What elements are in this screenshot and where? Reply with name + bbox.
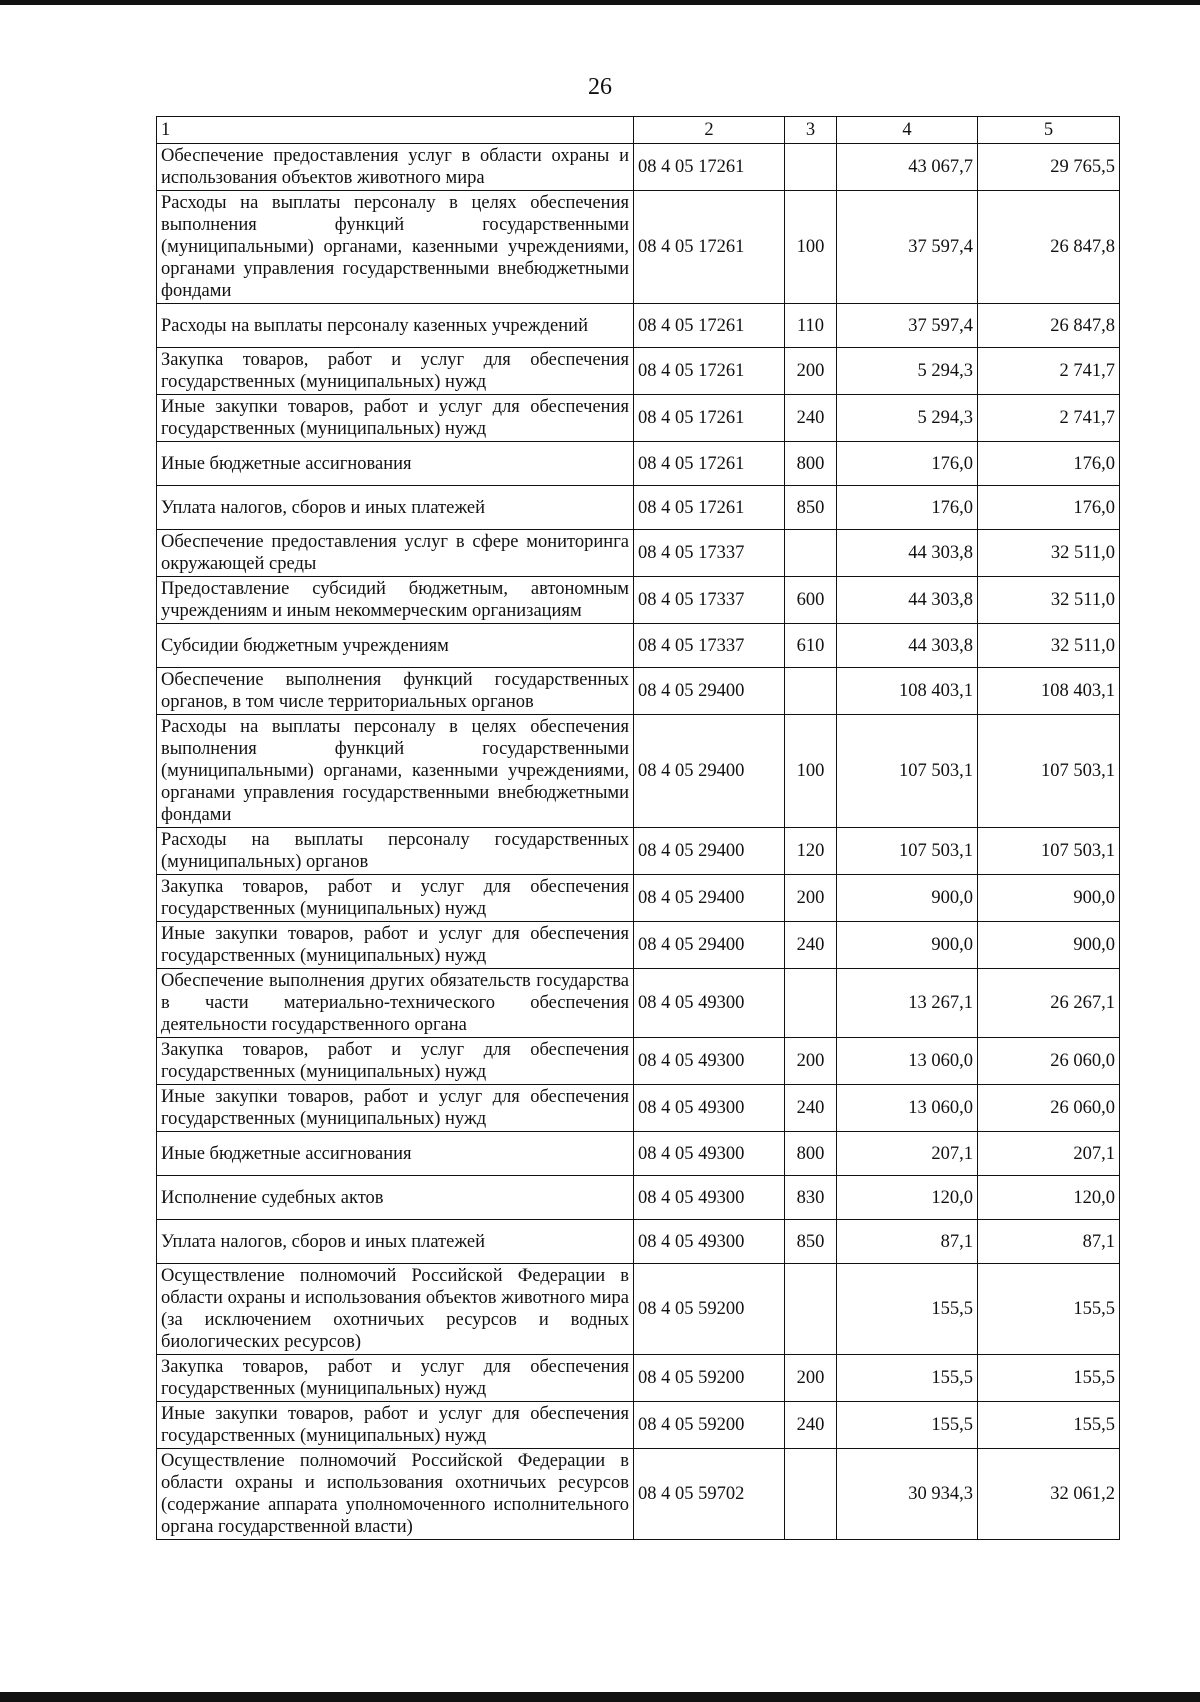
row-value-5-cell: 900,0 bbox=[978, 922, 1120, 969]
row-value-5-cell: 2 741,7 bbox=[978, 348, 1120, 395]
row-kind-cell: 600 bbox=[785, 577, 837, 624]
row-kind-cell bbox=[785, 1264, 837, 1355]
row-value-4-cell: 44 303,8 bbox=[837, 530, 978, 577]
table-row bbox=[157, 530, 1120, 577]
table-row bbox=[157, 922, 1120, 969]
row-value-4-cell: 44 303,8 bbox=[837, 577, 978, 624]
row-name-cell: Закупка товаров, работ и услуг для обеспечения государственных (муниципальных) нужд bbox=[157, 875, 634, 922]
row-kind-cell: 240 bbox=[785, 1402, 837, 1449]
table-row bbox=[157, 875, 1120, 922]
row-kind-cell bbox=[785, 668, 837, 715]
page-number: 26 bbox=[588, 74, 612, 100]
table-header-row bbox=[157, 117, 1120, 144]
row-kind-cell: 200 bbox=[785, 1355, 837, 1402]
row-value-4-cell: 13 267,1 bbox=[837, 969, 978, 1038]
row-code-cell: 08 4 05 49300 bbox=[634, 1176, 785, 1220]
row-value-4-cell: 120,0 bbox=[837, 1176, 978, 1220]
row-code-cell: 08 4 05 49300 bbox=[634, 1085, 785, 1132]
row-code-cell: 08 4 05 17261 bbox=[634, 144, 785, 191]
row-value-4-cell: 108 403,1 bbox=[837, 668, 978, 715]
row-value-4-cell: 155,5 bbox=[837, 1402, 978, 1449]
table-row bbox=[157, 1038, 1120, 1085]
row-name-cell: Обеспечение выполнения функций государственных органов, в том числе территориальных органов bbox=[157, 668, 634, 715]
row-code-cell: 08 4 05 59702 bbox=[634, 1449, 785, 1540]
row-name-cell: Исполнение судебных актов bbox=[157, 1176, 634, 1220]
row-value-4-cell: 5 294,3 bbox=[837, 348, 978, 395]
row-value-5-cell: 108 403,1 bbox=[978, 668, 1120, 715]
row-value-4-cell: 13 060,0 bbox=[837, 1085, 978, 1132]
budget-table bbox=[156, 116, 1120, 1540]
row-code-cell: 08 4 05 29400 bbox=[634, 875, 785, 922]
row-code-cell: 08 4 05 49300 bbox=[634, 1132, 785, 1176]
row-name-cell: Закупка товаров, работ и услуг для обеспечения государственных (муниципальных) нужд bbox=[157, 1355, 634, 1402]
row-kind-cell bbox=[785, 969, 837, 1038]
table-row bbox=[157, 1355, 1120, 1402]
table-row bbox=[157, 577, 1120, 624]
row-name-cell: Расходы на выплаты персоналу в целях обеспечения выполнения функций государственными (муниципальными) органами, казенными учреждениями, органами управления государственными внебюджетными фондами bbox=[157, 191, 634, 304]
table-row bbox=[157, 668, 1120, 715]
row-value-5-cell: 87,1 bbox=[978, 1220, 1120, 1264]
row-kind-cell: 240 bbox=[785, 922, 837, 969]
row-code-cell: 08 4 05 29400 bbox=[634, 668, 785, 715]
row-value-4-cell: 30 934,3 bbox=[837, 1449, 978, 1540]
row-kind-cell: 800 bbox=[785, 442, 837, 486]
row-value-5-cell: 32 511,0 bbox=[978, 624, 1120, 668]
row-name-cell: Расходы на выплаты персоналу казенных учреждений bbox=[157, 304, 634, 348]
top-edge-rule bbox=[0, 0, 1200, 5]
row-kind-cell: 200 bbox=[785, 1038, 837, 1085]
row-code-cell: 08 4 05 17261 bbox=[634, 395, 785, 442]
row-code-cell: 08 4 05 17261 bbox=[634, 486, 785, 530]
row-kind-cell: 610 bbox=[785, 624, 837, 668]
table-row bbox=[157, 144, 1120, 191]
row-value-4-cell: 176,0 bbox=[837, 442, 978, 486]
table-row bbox=[157, 969, 1120, 1038]
row-value-4-cell: 37 597,4 bbox=[837, 191, 978, 304]
column-header-1: 1 bbox=[157, 117, 634, 144]
table-row bbox=[157, 1402, 1120, 1449]
row-name-cell: Закупка товаров, работ и услуг для обеспечения государственных (муниципальных) нужд bbox=[157, 348, 634, 395]
table-row bbox=[157, 348, 1120, 395]
row-value-4-cell: 155,5 bbox=[837, 1264, 978, 1355]
row-name-cell: Расходы на выплаты персоналу в целях обеспечения выполнения функций государственными (муниципальными) органами, казенными учреждениями, органами управления государственными внебюджетными фондами bbox=[157, 715, 634, 828]
table-row bbox=[157, 395, 1120, 442]
row-value-5-cell: 176,0 bbox=[978, 442, 1120, 486]
row-value-5-cell: 32 511,0 bbox=[978, 577, 1120, 624]
row-code-cell: 08 4 05 29400 bbox=[634, 922, 785, 969]
table-row bbox=[157, 715, 1120, 828]
row-kind-cell: 850 bbox=[785, 486, 837, 530]
row-name-cell: Предоставление субсидий бюджетным, автономным учреждениям и иным некоммерческим организациям bbox=[157, 577, 634, 624]
row-name-cell: Иные бюджетные ассигнования bbox=[157, 1132, 634, 1176]
row-value-4-cell: 207,1 bbox=[837, 1132, 978, 1176]
row-code-cell: 08 4 05 59200 bbox=[634, 1402, 785, 1449]
row-kind-cell: 110 bbox=[785, 304, 837, 348]
row-kind-cell: 800 bbox=[785, 1132, 837, 1176]
row-value-5-cell: 26 847,8 bbox=[978, 304, 1120, 348]
column-header-5: 5 bbox=[978, 117, 1120, 144]
row-value-4-cell: 900,0 bbox=[837, 875, 978, 922]
row-kind-cell: 100 bbox=[785, 191, 837, 304]
row-value-4-cell: 107 503,1 bbox=[837, 715, 978, 828]
row-name-cell: Обеспечение выполнения других обязательств государства в части материально-технического обеспечения деятельности государственного органа bbox=[157, 969, 634, 1038]
row-value-4-cell: 87,1 bbox=[837, 1220, 978, 1264]
row-value-5-cell: 120,0 bbox=[978, 1176, 1120, 1220]
row-kind-cell: 120 bbox=[785, 828, 837, 875]
table-row bbox=[157, 442, 1120, 486]
row-code-cell: 08 4 05 29400 bbox=[634, 828, 785, 875]
table-row bbox=[157, 191, 1120, 304]
row-value-5-cell: 107 503,1 bbox=[978, 715, 1120, 828]
row-value-5-cell: 900,0 bbox=[978, 875, 1120, 922]
table-row bbox=[157, 1176, 1120, 1220]
row-code-cell: 08 4 05 17261 bbox=[634, 191, 785, 304]
row-name-cell: Уплата налогов, сборов и иных платежей bbox=[157, 1220, 634, 1264]
row-code-cell: 08 4 05 17337 bbox=[634, 530, 785, 577]
column-header-3: 3 bbox=[785, 117, 837, 144]
row-code-cell: 08 4 05 29400 bbox=[634, 715, 785, 828]
row-value-4-cell: 900,0 bbox=[837, 922, 978, 969]
row-code-cell: 08 4 05 59200 bbox=[634, 1264, 785, 1355]
row-name-cell: Иные закупки товаров, работ и услуг для обеспечения государственных (муниципальных) нужд bbox=[157, 1402, 634, 1449]
row-value-4-cell: 43 067,7 bbox=[837, 144, 978, 191]
table-row bbox=[157, 1264, 1120, 1355]
row-value-5-cell: 29 765,5 bbox=[978, 144, 1120, 191]
row-value-5-cell: 26 060,0 bbox=[978, 1038, 1120, 1085]
table-row bbox=[157, 828, 1120, 875]
table-row bbox=[157, 486, 1120, 530]
row-value-5-cell: 107 503,1 bbox=[978, 828, 1120, 875]
table-row bbox=[157, 304, 1120, 348]
row-value-5-cell: 155,5 bbox=[978, 1402, 1120, 1449]
row-value-5-cell: 32 511,0 bbox=[978, 530, 1120, 577]
row-value-4-cell: 155,5 bbox=[837, 1355, 978, 1402]
row-value-4-cell: 13 060,0 bbox=[837, 1038, 978, 1085]
table-row bbox=[157, 1449, 1120, 1540]
row-code-cell: 08 4 05 49300 bbox=[634, 969, 785, 1038]
row-code-cell: 08 4 05 49300 bbox=[634, 1038, 785, 1085]
column-header-2: 2 bbox=[634, 117, 785, 144]
row-code-cell: 08 4 05 49300 bbox=[634, 1220, 785, 1264]
row-kind-cell: 200 bbox=[785, 875, 837, 922]
row-kind-cell: 240 bbox=[785, 395, 837, 442]
row-kind-cell bbox=[785, 530, 837, 577]
table-body bbox=[157, 144, 1120, 1540]
row-name-cell: Субсидии бюджетным учреждениям bbox=[157, 624, 634, 668]
row-name-cell: Иные закупки товаров, работ и услуг для обеспечения государственных (муниципальных) нужд bbox=[157, 395, 634, 442]
row-value-5-cell: 26 060,0 bbox=[978, 1085, 1120, 1132]
table-row bbox=[157, 1132, 1120, 1176]
row-value-5-cell: 207,1 bbox=[978, 1132, 1120, 1176]
row-name-cell: Осуществление полномочий Российской Федерации в области охраны и использования объектов животного мира (за исключением охотничьих ресурсов и водных биологических ресурсов) bbox=[157, 1264, 634, 1355]
row-kind-cell: 100 bbox=[785, 715, 837, 828]
row-value-4-cell: 176,0 bbox=[837, 486, 978, 530]
row-value-4-cell: 5 294,3 bbox=[837, 395, 978, 442]
row-code-cell: 08 4 05 17337 bbox=[634, 577, 785, 624]
table-row bbox=[157, 624, 1120, 668]
row-kind-cell bbox=[785, 144, 837, 191]
row-name-cell: Обеспечение предоставления услуг в области охраны и использования объектов животного мира bbox=[157, 144, 634, 191]
row-value-5-cell: 155,5 bbox=[978, 1355, 1120, 1402]
row-value-5-cell: 176,0 bbox=[978, 486, 1120, 530]
row-name-cell: Иные закупки товаров, работ и услуг для обеспечения государственных (муниципальных) нужд bbox=[157, 1085, 634, 1132]
row-kind-cell: 240 bbox=[785, 1085, 837, 1132]
row-kind-cell bbox=[785, 1449, 837, 1540]
row-kind-cell: 200 bbox=[785, 348, 837, 395]
row-code-cell: 08 4 05 59200 bbox=[634, 1355, 785, 1402]
row-code-cell: 08 4 05 17261 bbox=[634, 348, 785, 395]
row-value-4-cell: 107 503,1 bbox=[837, 828, 978, 875]
table-row bbox=[157, 1085, 1120, 1132]
row-value-4-cell: 37 597,4 bbox=[837, 304, 978, 348]
row-value-5-cell: 155,5 bbox=[978, 1264, 1120, 1355]
row-name-cell: Осуществление полномочий Российской Федерации в области охраны и использования охотничьих ресурсов (содержание аппарата уполномоченного исполнительного органа государственной власти) bbox=[157, 1449, 634, 1540]
row-code-cell: 08 4 05 17261 bbox=[634, 442, 785, 486]
row-code-cell: 08 4 05 17337 bbox=[634, 624, 785, 668]
row-value-5-cell: 2 741,7 bbox=[978, 395, 1120, 442]
row-kind-cell: 830 bbox=[785, 1176, 837, 1220]
row-name-cell: Иные бюджетные ассигнования bbox=[157, 442, 634, 486]
row-kind-cell: 850 bbox=[785, 1220, 837, 1264]
row-value-5-cell: 26 267,1 bbox=[978, 969, 1120, 1038]
row-code-cell: 08 4 05 17261 bbox=[634, 304, 785, 348]
bottom-edge-rule bbox=[0, 1692, 1200, 1702]
table-row bbox=[157, 1220, 1120, 1264]
row-name-cell: Обеспечение предоставления услуг в сфере мониторинга окружающей среды bbox=[157, 530, 634, 577]
row-name-cell: Иные закупки товаров, работ и услуг для обеспечения государственных (муниципальных) нужд bbox=[157, 922, 634, 969]
row-name-cell: Уплата налогов, сборов и иных платежей bbox=[157, 486, 634, 530]
row-value-5-cell: 32 061,2 bbox=[978, 1449, 1120, 1540]
row-value-4-cell: 44 303,8 bbox=[837, 624, 978, 668]
column-header-4: 4 bbox=[837, 117, 978, 144]
row-name-cell: Расходы на выплаты персоналу государственных (муниципальных) органов bbox=[157, 828, 634, 875]
row-name-cell: Закупка товаров, работ и услуг для обеспечения государственных (муниципальных) нужд bbox=[157, 1038, 634, 1085]
row-value-5-cell: 26 847,8 bbox=[978, 191, 1120, 304]
